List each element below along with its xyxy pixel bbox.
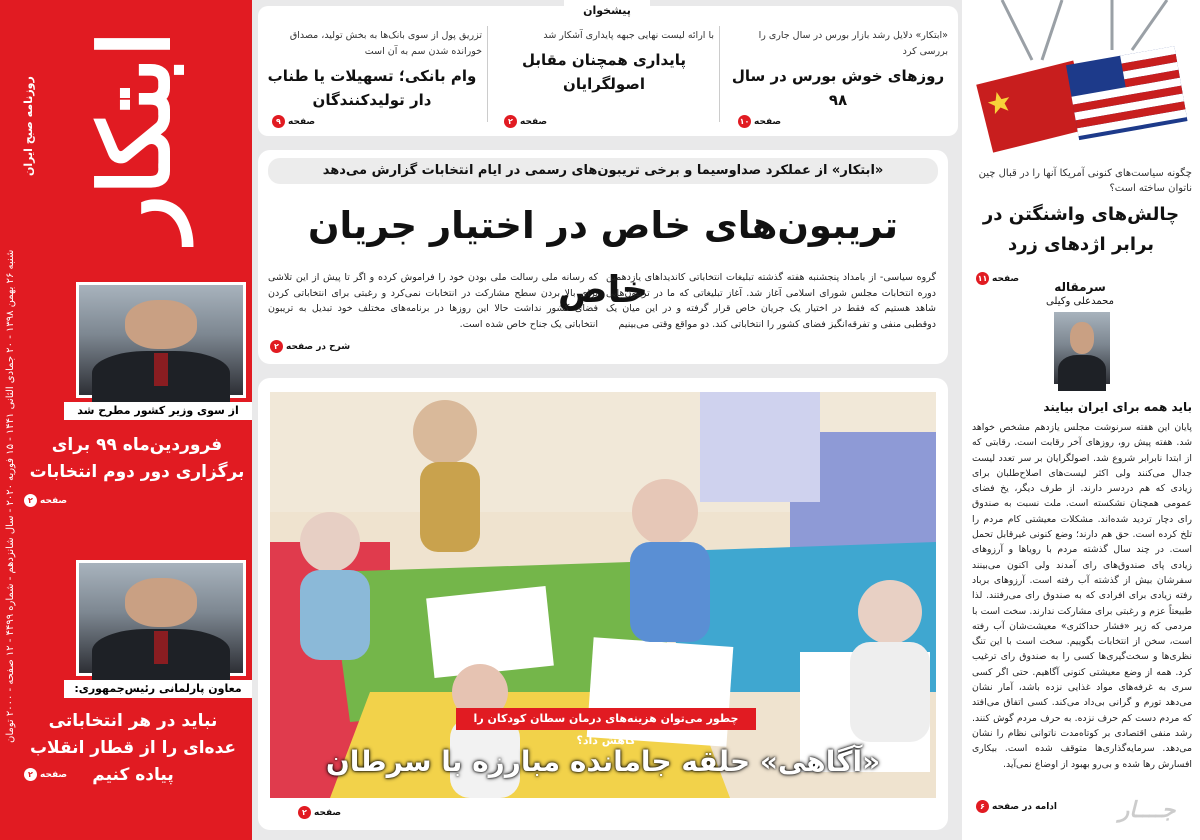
teaser-headline[interactable]: روزهای خوش بورس در سال ۹۸ bbox=[731, 67, 945, 109]
masthead-logo[interactable]: ابتکار bbox=[78, 30, 192, 242]
photo-headline[interactable]: «آگاهی» حلقه جامانده مبارزه با سرطان bbox=[325, 745, 881, 778]
teaser-pageref[interactable]: صفحه ۱۰ bbox=[739, 116, 782, 127]
column-label: سرمقاله bbox=[1054, 280, 1106, 294]
teaser-kicker: «ابتکار» دلایل رشد بازار بورس در سال جاری را بررسی کرد bbox=[758, 30, 948, 57]
main-body-left: که رسانه ملی رسالت ملی بودن خود را فراموش کرده و اگر تا پیش از این تلاشی برای بالا بردن سطح مشارکت در انتخابات نمی‌کرد و رغبتی برای انتخاباتی کردن فضای کشور نداشت حالا این روزها در برنامه‌های مختلف خود تبدیل به تریبون انتخاباتی یک جناح خاص شده است. bbox=[268, 272, 598, 330]
divider bbox=[719, 26, 720, 122]
section-label: پیشخوان bbox=[564, 0, 650, 22]
issue-line: شنبه ۲۶ بهمن ۱۳۹۸ - ۲۰ جمادی الثانی ۱۴۴۱ - ۱۵ فوریه ۲۰۲۰ - سال شانزدهم - شماره ۴۴۹۹ - ۱۲ صفحه - ۲۰۰۰ تومان bbox=[5, 250, 16, 744]
main-headline[interactable]: تریبون‌های خاص در اختیار جریان خاص bbox=[307, 204, 899, 311]
column-author: محمدعلی وکیلی bbox=[1046, 296, 1114, 307]
teaser-paydari[interactable] bbox=[494, 28, 714, 128]
column-body: پایان این هفته سرنوشت مجلس یازدهم مشخص خواهد شد. هفته پیش رو، روزهای آخر رقابت است. رقابتی که از ابتدا نابرابر شروع شد. اصولگرایان بر سر تعدد لیست جدال می‌کنند ولی اکثر لیست‌های اصلاح‌طلبان برای زیادی که هم دردسر دارند. از طرف دیگر، یخ فضای عمومی همچنان نشکسته است. ملت نسبت به صندوق رای دچار تردید شده‌اند. مشکلات معیشتی کام مردم را تلخ کرده است. حق هم دارند؛ وضع کنونی غیرقابل تحمل است. در چند سال گذشته مردم با رویاها و آرزوهای زیادی پای صندوق‌های رای آمدند ولی اکنون می‌بینند سفرشان بیش از گذشته آب رفته است. آرزوهای برباد رفته زیادی برای افرادی که به صندوق رای می‌رفتند. لذا طبیعتاً عزم و رغبتی برای مشارکت ندارند. سخت است با مردمی که زیر «فشار حداکثری» معیشت‌شان آب رفته است، سخن از انتخابات بگوییم. سخت است با این تنگ نظری‌ها و سخت‌گیری‌ها کسی را به صندوق رای ترغیب کرد. همه از وضع معیشتی کنونی آگاهیم. حتی اگر کسی سری به غرفه‌های مواد غذایی نزده باشد، آمار نشان می‌دهد تورم و گرانی بی‌داد می‌کند. کسی اتفاق می‌افتد که مردم دست کم حرف نزده. به حرف مردم گوش کنند. رشد منفی اقتصادی بر کوتاه‌مدت ناتوانی نظام را نشان می‌دهد. سرمایه‌گذاری‌ها متوقف شده است. بیکاری افسارش رها شده و بی‌رو بهبود از اوضاع نمی‌آید. bbox=[972, 422, 1192, 770]
portrait-vice-president bbox=[76, 560, 246, 676]
teaser-pageref[interactable]: صفحه ۲ bbox=[504, 115, 547, 128]
column-continue[interactable]: ادامه در صفحه ۶ bbox=[976, 800, 1057, 813]
left-story2-headline[interactable]: نباید در هر انتخاباتی عده‌ای را از قطار انقلاب پیاده کنیم bbox=[29, 711, 237, 785]
teaser-kicker: تزریق پول از سوی بانک‌ها به بخش تولید، مصداق خورانده شدن سم به آن است bbox=[289, 30, 482, 57]
right-column bbox=[962, 0, 1200, 840]
teaser-pageref[interactable]: صفحه ۹ bbox=[272, 115, 315, 128]
left-story2-pageref[interactable]: صفحه ۲ bbox=[24, 768, 67, 781]
trade-war-illustration[interactable] bbox=[962, 0, 1200, 160]
main-pageref[interactable]: شرح در صفحه ۲ bbox=[270, 340, 350, 353]
left-story2-caption: معاون پارلمانی رئیس‌جمهوری: bbox=[64, 680, 252, 698]
teaser-headline[interactable]: پایداری همچنان مقابل اصولگرایان bbox=[521, 51, 687, 93]
main-story bbox=[258, 150, 948, 364]
photo-pageref[interactable]: صفحه ۲ bbox=[298, 806, 341, 819]
containers-illustration bbox=[962, 0, 1200, 160]
left-story1-headline[interactable]: فروردین‌ماه ۹۹ برای برگزاری دور دوم انتخابات bbox=[29, 435, 245, 482]
right-headline[interactable]: چالش‌های واشنگتن در برابر اژدهای زرد bbox=[982, 204, 1180, 255]
teaser-kicker: با ارائه لیست نهایی جبهه پایداری آشکار شد bbox=[543, 30, 714, 41]
children-drawing-photo[interactable] bbox=[270, 392, 936, 798]
left-story1-caption: از سوی وزیر کشور مطرح شد bbox=[64, 402, 252, 420]
divider bbox=[487, 26, 488, 122]
masthead-subtitle: روزنامه صبح ایران bbox=[22, 76, 35, 176]
right-pageref[interactable]: صفحه ۱۱ bbox=[977, 273, 1020, 284]
right-kicker: چگونه سیاست‌های کنونی آمریکا آنها را در قبال چین ناتوان ساخته است؟ bbox=[978, 168, 1192, 194]
teaser-bourse[interactable] bbox=[728, 28, 948, 128]
teaser-headline[interactable]: وام بانکی؛ تسهیلات یا طناب دار تولیدکنندگان bbox=[267, 67, 477, 109]
column-title[interactable]: باید همه برای ایران بیایند bbox=[1043, 400, 1192, 414]
top-teasers bbox=[258, 6, 958, 136]
teaser-bank-loan[interactable] bbox=[262, 28, 482, 128]
jaar-watermark: جــــار bbox=[1118, 798, 1176, 823]
main-kicker: «ابتکار» از عملکرد صداوسیما و برخی تریبون‌های رسمی در ایام انتخابات گزارش می‌دهد bbox=[268, 158, 938, 184]
photo-kicker: چطور می‌توان هزینه‌های درمان سطان کودکان را کاهش داد؟ bbox=[456, 708, 756, 730]
photo-story bbox=[258, 378, 948, 830]
author-photo bbox=[1052, 310, 1112, 386]
masthead bbox=[22, 6, 248, 266]
portrait-interior-minister bbox=[76, 282, 246, 398]
left-story1-pageref[interactable]: صفحه ۲ bbox=[24, 494, 67, 507]
left-column bbox=[0, 0, 252, 840]
main-body-right: گروه سیاسی- از بامداد پنجشنبه هفته گذشته تبلیغات انتخاباتی کاندیداهای یازدهمین دوره انتخابات مجلس شورای اسلامی آغاز شد. آغاز تبلیغاتی که ما در تریبون‌هایی شاهد هستیم که فقط در اختیار یک جریان خاص قرار گرفته و در این میان یک دوقطبی منفی و تفرقه‌انگیز فضای کشور را انتخاباتی کند. دو مواقع وقتی می‌بینیم bbox=[606, 272, 936, 330]
